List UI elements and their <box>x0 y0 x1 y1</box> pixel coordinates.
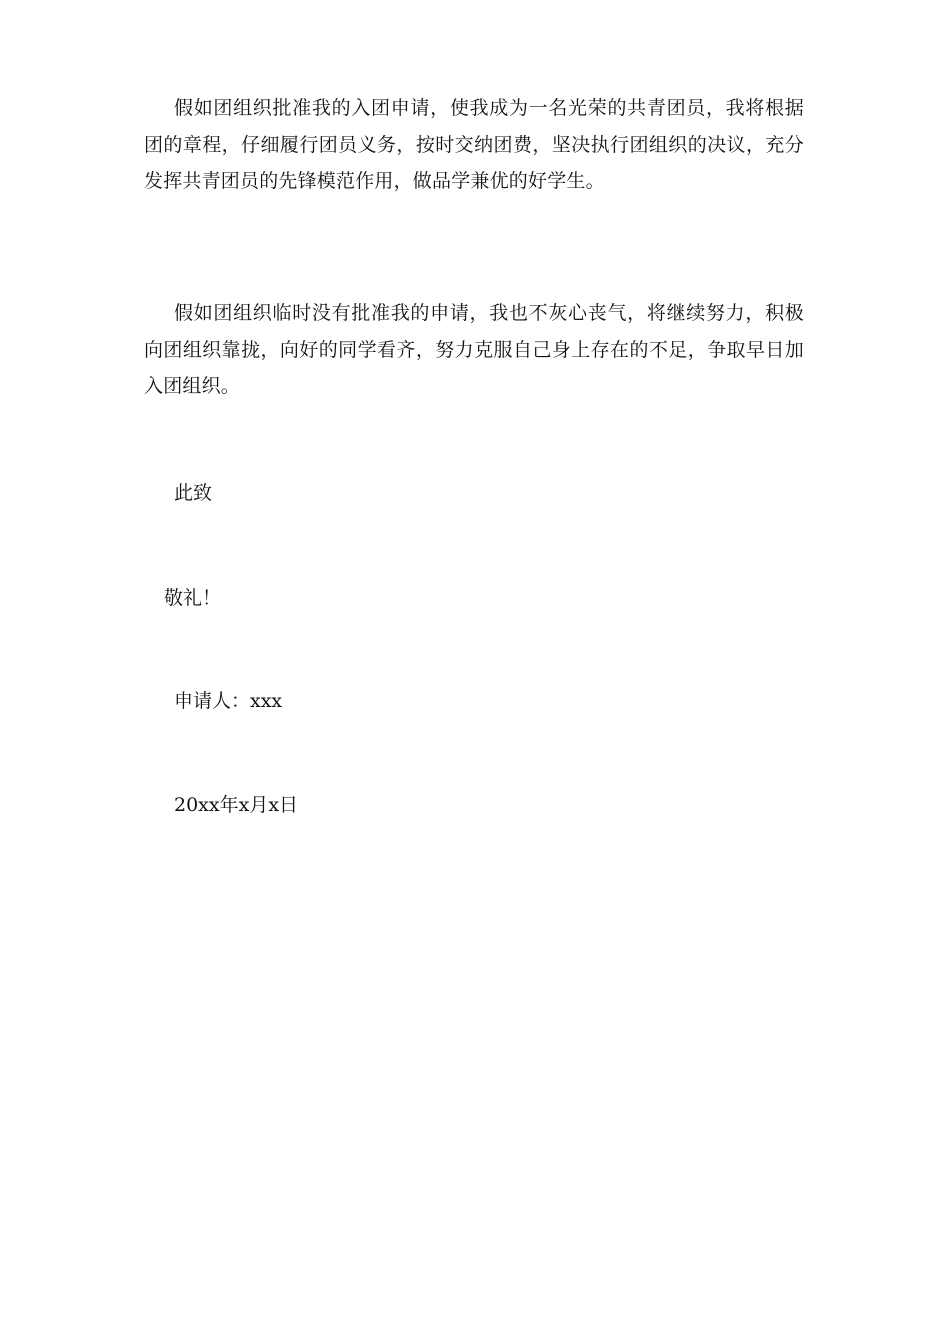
salute-text: 敬礼！ <box>164 587 222 609</box>
body-paragraph: 假如团组织临时没有批准我的申请，我也不灰心丧气，将继续努力，积极向团组织靠拢，向好的同学看齐，努力克服自己身上存在的不足，争取早日加入团组织。 <box>144 302 804 397</box>
date-text: 20xx年x月x日 <box>174 794 299 816</box>
closing-text: 此致 <box>174 482 213 504</box>
applicant-signature: 申请人：xxx <box>174 690 283 712</box>
body-paragraph: 假如团组织批准我的入团申请，使我成为一名光荣的共青团员，我将根据团的章程，仔细履行团员义务，按时交纳团费，坚决执行团组织的决议，充分发挥共青团员的先锋模范作用，做品学兼优的好学生。 <box>144 97 804 192</box>
